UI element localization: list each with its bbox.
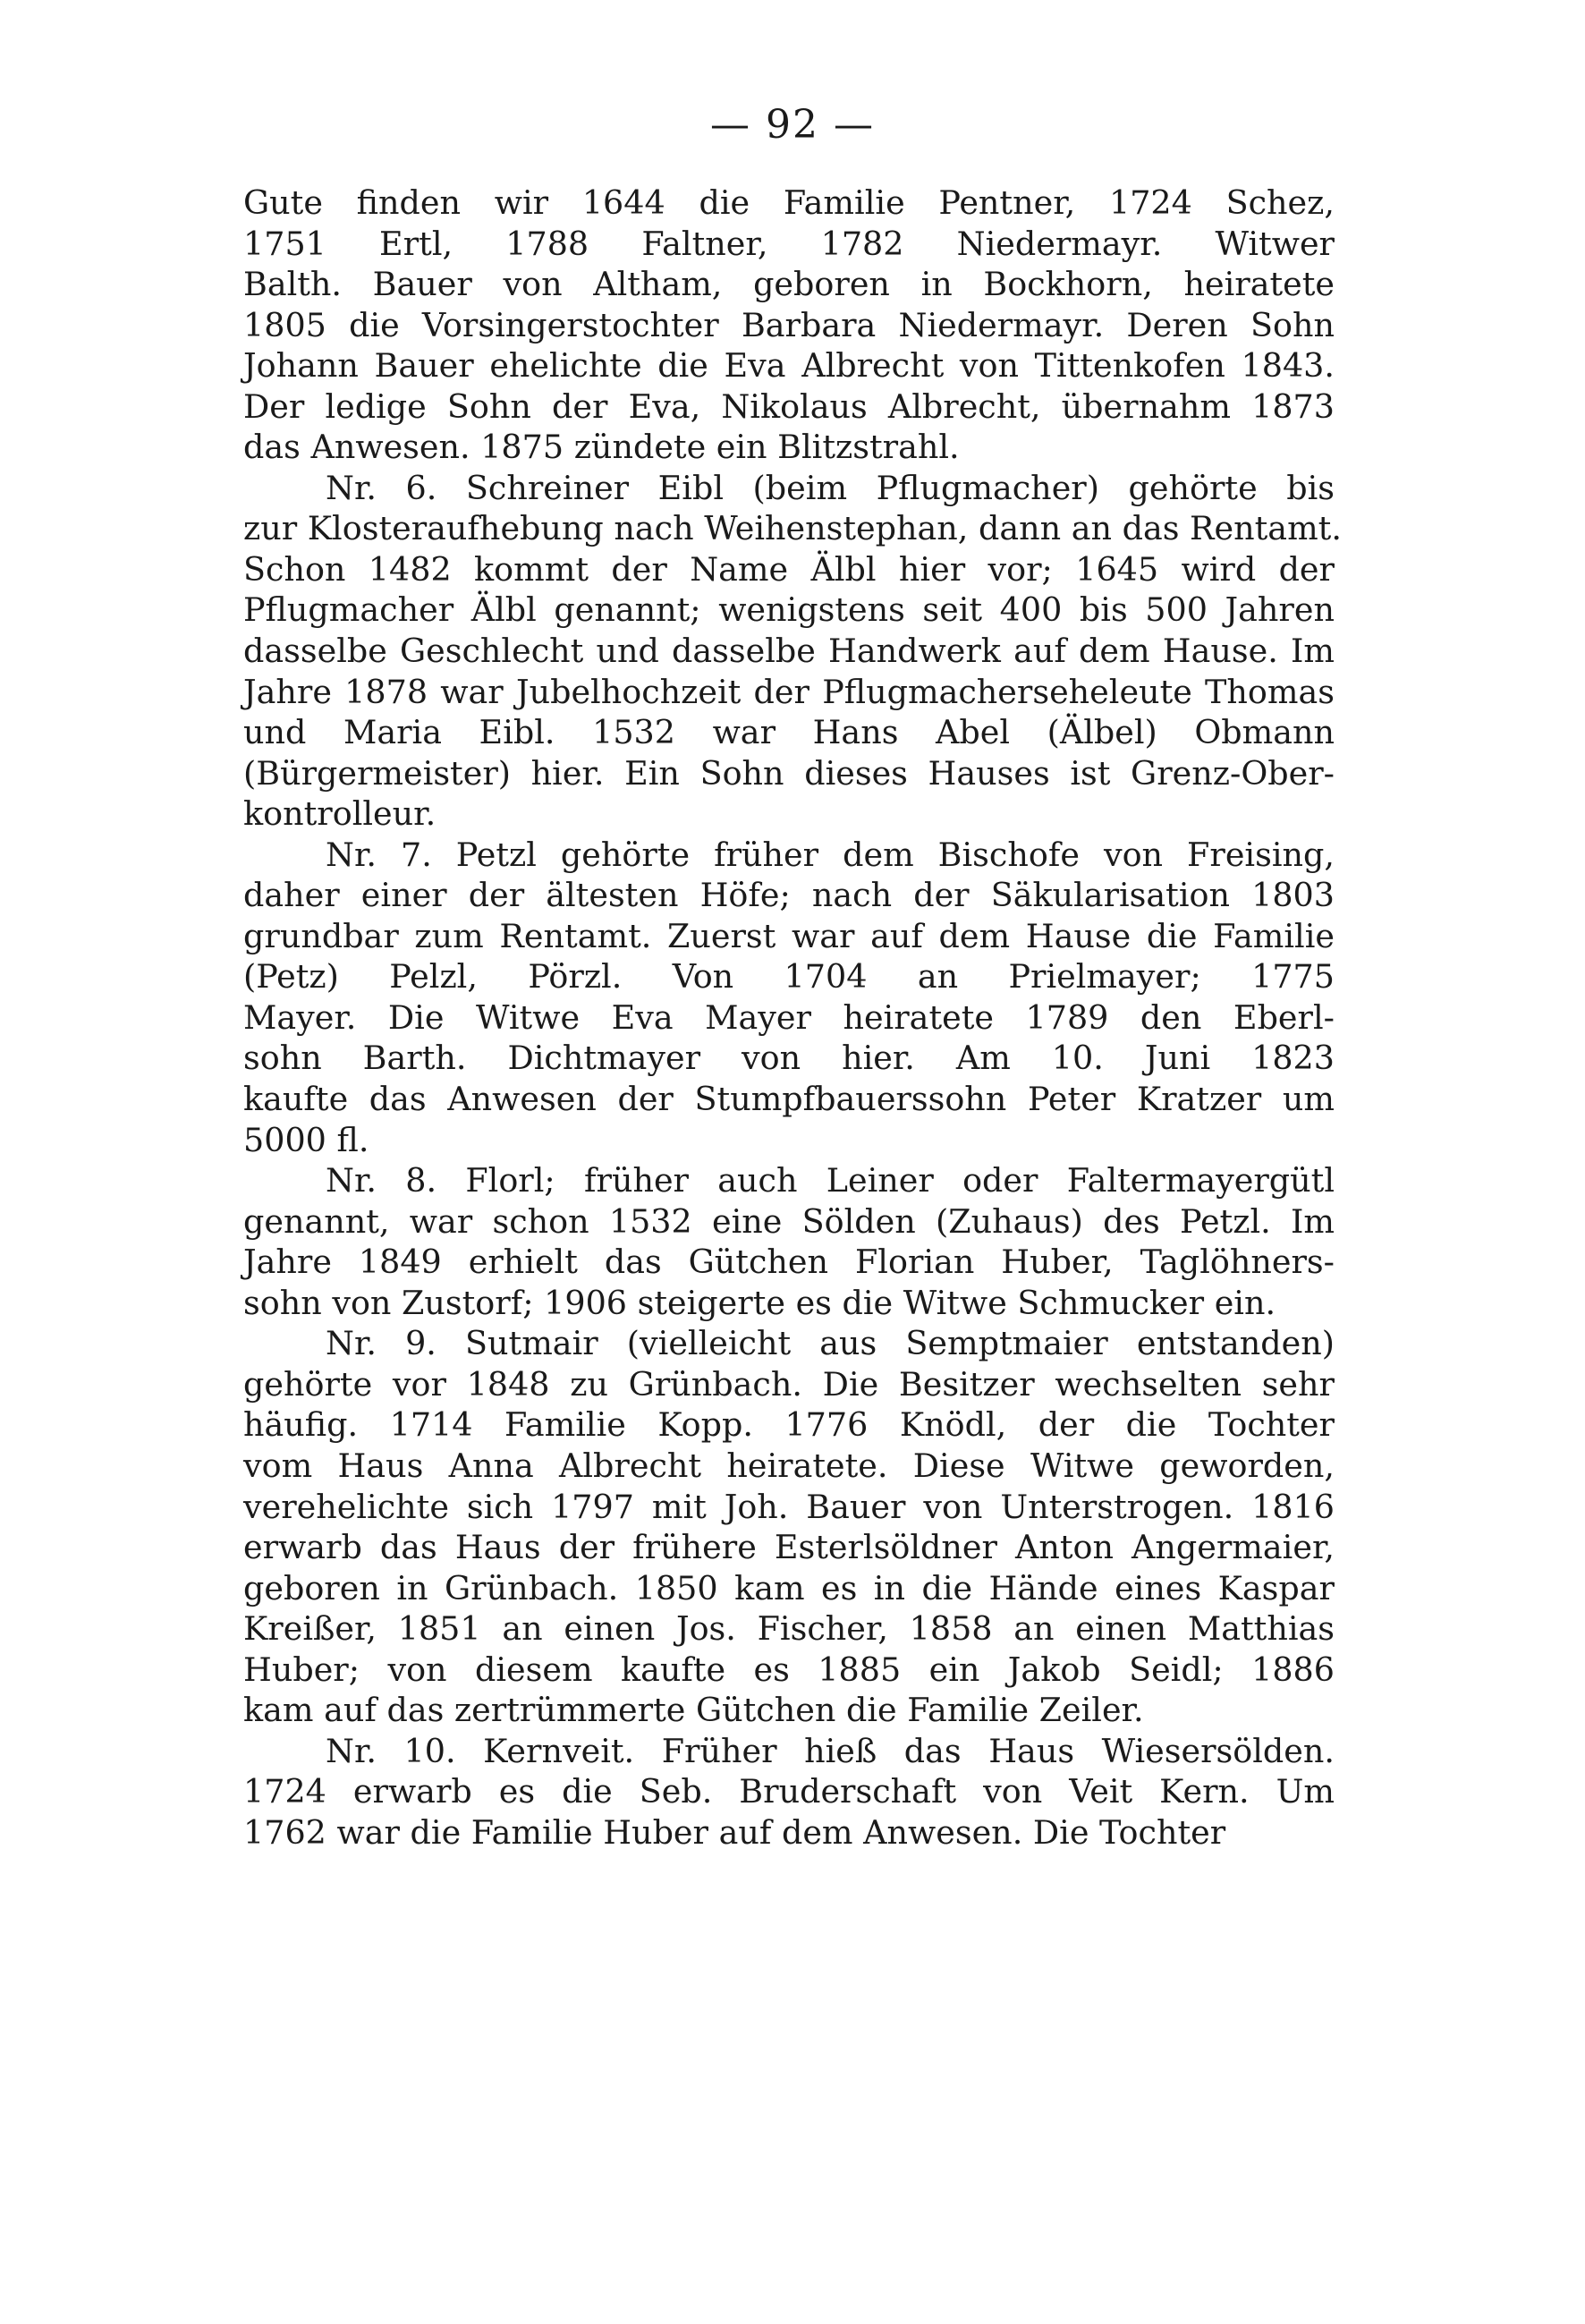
text-line: Nr. 10. Kernveit. Früher hieß das Haus Wiesersölden. (326, 1731, 1335, 1770)
text-line: Balth. Bauer von Altham, geboren in Bockhorn, heiratete (243, 265, 1335, 304)
paragraph (243, 1323, 1335, 1730)
text-line: Kreißer, 1851 an einen Jos. Fischer, 1858 an einen Matthias (243, 1609, 1335, 1649)
paragraph (243, 1731, 1335, 1853)
paragraph (243, 1160, 1335, 1323)
text-line: geboren in Grünbach. 1850 kam es in die Hände eines Kaspar (243, 1568, 1335, 1607)
text-line: Johann Bauer ehelichte die Eva Albrecht von Tittenkofen 1843. (243, 346, 1335, 386)
text-line: und Maria Eibl. 1532 war Hans Abel (Älbel) Obmann (243, 713, 1335, 752)
paragraph (243, 835, 1335, 1160)
text-line: vom Haus Anna Albrecht heiratete. Diese Witwe geworden, (243, 1446, 1335, 1485)
text-line: Pflugmacher Älbl genannt; wenigstens seit 400 bis 500 Jahren (243, 590, 1335, 630)
paragraph (243, 468, 1342, 835)
page-number: — 92 — (710, 102, 875, 148)
text-line: Jahre 1878 war Jubelhochzeit der Pflugmacherseheleute Thomas (243, 672, 1335, 711)
text-line: Nr. 8. Florl; früher auch Leiner oder Faltermayergütl (326, 1161, 1335, 1200)
text-line: grundbar zum Rentamt. Zuerst war auf dem Hause die Familie (243, 916, 1335, 955)
paragraph (243, 182, 1335, 468)
text-line: sohn Barth. Dichtmayer von hier. Am 10. Juni 1823 (243, 1039, 1335, 1078)
text-line: sohn von Zustorf; 1906 steigerte es die Witwe Schmucker ein. (243, 1283, 1276, 1322)
text-line: Nr. 6. Schreiner Eibl (beim Pflugmacher) gehörte bis (326, 468, 1335, 507)
text-line: 1751 Ertl, 1788 Faltner, 1782 Niedermayr. Witwer (243, 224, 1335, 263)
text-line: Der ledige Sohn der Eva, Nikolaus Albrecht, übernahm 1873 (243, 386, 1335, 426)
body-text (243, 182, 1342, 1853)
text-line: Jahre 1849 erhielt das Gütchen Florian Huber, Taglöhners- (243, 1243, 1335, 1282)
text-line: Schon 1482 kommt der Name Älbl hier vor; 1645 wird der (243, 549, 1335, 589)
text-line: Mayer. Die Witwe Eva Mayer heiratete 1789 den Eberl- (243, 997, 1335, 1037)
text-line: dasselbe Geschlecht und dasselbe Handwerk auf dem Hause. Im (243, 632, 1335, 671)
text-line: das Anwesen. 1875 zündete ein Blitzstrahl. (243, 428, 960, 467)
text-line: 1724 erwarb es die Seb. Bruderschaft von Veit Kern. Um (243, 1772, 1335, 1811)
text-line: 1805 die Vorsingerstochter Barbara Niedermayr. Deren Sohn (243, 305, 1335, 344)
text-line: kontrolleur. (243, 794, 437, 834)
text-line: (Bürgermeister) hier. Ein Sohn dieses Hauses ist Grenz-Ober- (243, 753, 1335, 793)
text-line: 5000 fl. (243, 1120, 369, 1159)
text-line: Nr. 9. Sutmair (vielleicht aus Semptmaier entstanden) (326, 1324, 1335, 1363)
text-line: (Petz) Pelzl, Pörzl. Von 1704 an Prielmayer; 1775 (243, 957, 1335, 997)
text-line: erwarb das Haus der frühere Esterlsöldner Anton Angermaier, (243, 1528, 1335, 1567)
text-line: verehelichte sich 1797 mit Joh. Bauer von Unterstrogen. 1816 (243, 1487, 1335, 1526)
text-line: kam auf das zertrümmerte Gütchen die Familie Zeiler. (243, 1691, 1144, 1730)
text-line: Huber; von diesem kaufte es 1885 ein Jakob Seidl; 1886 (243, 1650, 1335, 1689)
text-line: daher einer der ältesten Höfe; nach der Säkularisation 1803 (243, 876, 1335, 915)
text-line: 1762 war die Familie Huber auf dem Anwesen. Die Tochter (243, 1812, 1226, 1852)
text-line: gehörte vor 1848 zu Grünbach. Die Besitzer wechselten sehr (243, 1364, 1335, 1404)
text-line: genannt, war schon 1532 eine Sölden (Zuhaus) des Petzl. Im (243, 1201, 1335, 1241)
text-line: Gute finden wir 1644 die Familie Pentner, 1724 Schez, (243, 183, 1335, 222)
text-line: zur Klosteraufhebung nach Weihenstephan, dann an das Rentamt. (243, 509, 1342, 548)
text-line: häufig. 1714 Familie Kopp. 1776 Knödl, der die Tochter (243, 1405, 1335, 1445)
text-line: kaufte das Anwesen der Stumpfbauerssohn Peter Kratzer um (243, 1080, 1335, 1119)
text-line: Nr. 7. Petzl gehörte früher dem Bischofe von Freising, (326, 835, 1335, 874)
